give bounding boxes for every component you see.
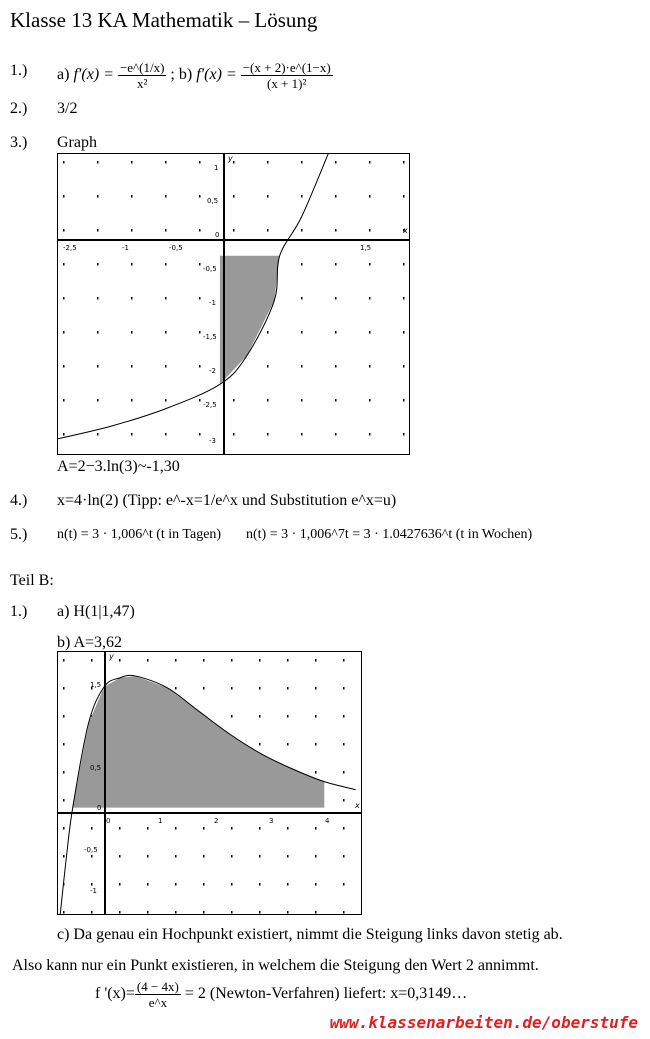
graph-1-grid-dot: [199, 161, 201, 164]
graph-2-ytick: 0: [97, 804, 102, 812]
graph-1-grid-dot: [63, 263, 65, 266]
graph-2-grid-dot: [343, 827, 345, 830]
graph-1-grid-dot: [97, 263, 99, 266]
graph-1-grid-dot: [301, 365, 303, 368]
graph-2-grid-dot: [287, 883, 289, 886]
graph-2-grid-dot: [287, 743, 289, 746]
graph-2-grid-dot: [203, 827, 205, 830]
graph-2-grid-dot: [63, 799, 65, 802]
graph-1-grid-dot: [199, 433, 201, 436]
graph-2-grid-dot: [287, 687, 289, 690]
graph-1-grid-dot: [199, 229, 201, 232]
graph-2-grid-dot: [259, 659, 261, 662]
graph-2-grid-dot: [259, 687, 261, 690]
task-1a-lhs: f′(x) =: [73, 66, 114, 84]
graph-2-grid-dot: [287, 855, 289, 858]
graph-1-grid-dot: [301, 195, 303, 198]
graph-1-y-label: y: [228, 154, 233, 163]
graph-2-grid-dot: [175, 883, 177, 886]
task-4-answer: x=4·ln(2) (Tipp: e^-x=1/e^x und Substitution e^x=u): [57, 492, 397, 509]
graph-2-grid-dot: [147, 659, 149, 662]
graph-2-grid-dot: [343, 715, 345, 718]
graph-1-grid-dot: [301, 399, 303, 402]
graph-2-grid-dot: [231, 687, 233, 690]
graph-1-shaded-area: [220, 256, 280, 385]
graph-2-grid-dot: [91, 659, 93, 662]
graph-2-grid-dot: [203, 659, 205, 662]
graph-2-grid-dot: [343, 911, 345, 914]
graph-1-grid-dot: [335, 433, 337, 436]
task-1b-numerator: −(x + 2)·e^(1−x): [242, 60, 331, 75]
graph-1-grid-dot: [403, 195, 405, 198]
graph-1-grid-dot: [369, 161, 371, 164]
formula-numerator: (4 − 4x): [136, 979, 179, 994]
part-b-answer-c: c) Da genau ein Hochpunkt existiert, nimmt die Steigung links davon stetig ab.: [57, 926, 563, 943]
graph-2-shaded-area: [73, 676, 325, 808]
graph-1-grid-dot: [165, 297, 167, 300]
graph-1-grid-dot: [97, 297, 99, 300]
graph-2-grid-dot: [259, 743, 261, 746]
task-1b-fraction: [241, 60, 333, 91]
graph-2-grid-dot: [231, 827, 233, 830]
graph-1-grid-dot: [131, 365, 133, 368]
task-1b-label: ; b): [170, 66, 193, 84]
task-number-4: 4.): [10, 492, 28, 509]
graph-1-grid-dot: [369, 365, 371, 368]
graph-1-xtick: -2,5: [63, 244, 77, 252]
task-number-5: 5.): [10, 526, 28, 543]
graph-2-grid-dot: [231, 715, 233, 718]
graph-1-grid-dot: [301, 161, 303, 164]
part-b-answer-c-line-2: Also kann nur ein Punkt existieren, in welchem die Steigung den Wert 2 annimmt.: [12, 957, 539, 974]
graph-2-grid-dot: [287, 659, 289, 662]
graph-2-grid-dot: [259, 715, 261, 718]
graph-2-grid-dot: [315, 855, 317, 858]
graph-1-xtick: -0,5: [169, 244, 183, 252]
graph-1-grid-dot: [335, 365, 337, 368]
graph-1-grid-dot: [199, 297, 201, 300]
task-1b-denominator: (x + 1)²: [267, 76, 307, 91]
graph-2-grid-dot: [259, 883, 261, 886]
task-3-area: A=2−3.ln(3)~-1,30: [57, 458, 180, 475]
graph-1-grid-dot: [199, 263, 201, 266]
footer-link[interactable]: [330, 1013, 638, 1032]
graph-1-grid-dot: [131, 229, 133, 232]
task-2-answer: 3/2: [57, 100, 78, 117]
graph-1-grid-dot: [199, 331, 201, 334]
graph-1-grid-dot: [403, 161, 405, 164]
graph-1-xtick: 1,5: [360, 244, 372, 252]
graph-2-grid-dot: [231, 911, 233, 914]
task-5-answer-weeks: n(t) = 3 · 1,006^7t = 3 · 1.0427636^t (t in Wochen): [246, 527, 533, 542]
graph-2-grid-dot: [63, 715, 65, 718]
graph-1-grid-dot: [233, 195, 235, 198]
graph-2-grid-dot: [315, 659, 317, 662]
part-b-heading: Teil B:: [10, 572, 54, 589]
graph-2-grid-dot: [175, 827, 177, 830]
graph-2-grid-dot: [231, 855, 233, 858]
graph-2-grid-dot: [343, 659, 345, 662]
part-b-answer-a: a) H(1|1,47): [57, 603, 135, 620]
graph-2-grid-dot: [343, 883, 345, 886]
task-number-1: 1.): [10, 62, 28, 79]
task-1b-lhs: f′(x) =: [196, 66, 237, 84]
graph-2-grid-dot: [175, 855, 177, 858]
graph-2-grid-dot: [287, 911, 289, 914]
graph-1-grid-dot: [165, 161, 167, 164]
graph-1-grid-dot: [63, 229, 65, 232]
part-b-task-number-1: 1.): [10, 603, 28, 620]
graph-1: [57, 153, 410, 455]
graph-1-grid-dot: [301, 433, 303, 436]
graph-1-grid-dot: [267, 433, 269, 436]
task-5-answer-days: n(t) = 3 · 1,006^t (t in Tagen): [57, 527, 222, 542]
graph-2-grid-dot: [315, 771, 317, 774]
graph-2-grid-dot: [91, 911, 93, 914]
graph-1-ytick: -0,5: [203, 265, 217, 273]
graph-1-grid-dot: [369, 195, 371, 198]
graph-1-ytick: -2: [209, 367, 216, 375]
graph-2-grid-dot: [315, 715, 317, 718]
footer-url[interactable]: www.klassenarbeiten.de/oberstufe: [329, 1013, 638, 1032]
graph-1-ytick: 1: [214, 164, 219, 172]
graph-1-grid-dot: [97, 365, 99, 368]
task-1a-label: a): [57, 66, 70, 84]
graph-1-grid-dot: [233, 161, 235, 164]
graph-2-grid-dot: [147, 827, 149, 830]
graph-2-grid-dot: [315, 827, 317, 830]
graph-1-grid-dot: [369, 331, 371, 334]
graph-2-grid-dot: [119, 855, 121, 858]
graph-1-grid-dot: [233, 399, 235, 402]
graph-1-grid-dot: [301, 331, 303, 334]
graph-2-ytick: 1,5: [90, 681, 102, 689]
graph-2-grid-dot: [343, 743, 345, 746]
graph-1-grid-dot: [369, 399, 371, 402]
graph-2-grid-dot: [315, 911, 317, 914]
graph-2-grid-dot: [203, 883, 205, 886]
graph-1-ytick: -1,5: [203, 333, 217, 341]
formula-fraction: [135, 979, 181, 1010]
graph-1-ytick: 0,5: [207, 197, 219, 205]
graph-2-ytick: -0,5: [84, 846, 98, 854]
graph-2-grid-dot: [231, 659, 233, 662]
graph-1-grid-dot: [63, 365, 65, 368]
graph-1-grid-dot: [335, 195, 337, 198]
graph-1-grid-dot: [335, 399, 337, 402]
graph-1-grid-dot: [369, 229, 371, 232]
graph-1-grid-dot: [131, 297, 133, 300]
graph-2-grid-dot: [63, 855, 65, 858]
graph-2-grid-dot: [91, 855, 93, 858]
graph-1-grid-dot: [165, 399, 167, 402]
graph-1-grid-dot: [63, 399, 65, 402]
graph-1-xtick: -1: [122, 244, 129, 252]
task-number-3: 3.): [10, 134, 28, 151]
graph-2-grid-dot: [287, 715, 289, 718]
graph-2-grid-dot: [63, 827, 65, 830]
graph-1-ytick: -3: [209, 437, 216, 445]
graph-1-grid-dot: [165, 263, 167, 266]
graph-2-grid-dot: [343, 687, 345, 690]
graph-2-grid-dot: [91, 883, 93, 886]
graph-2-grid-dot: [203, 855, 205, 858]
graph-2-x-label: x: [355, 801, 360, 810]
graph-1-grid-dot: [335, 263, 337, 266]
formula-lhs: f '(x)=: [95, 985, 135, 1003]
graph-1-grid-dot: [63, 433, 65, 436]
graph-1-grid-dot: [267, 331, 269, 334]
graph-2-grid-dot: [259, 911, 261, 914]
graph-2-xtick: 3: [269, 817, 274, 825]
formula-rhs: = 2 (Newton-Verfahren) liefert: x=0,3149…: [184, 985, 468, 1003]
graph-2-grid-dot: [315, 687, 317, 690]
formula-denominator: e^x: [148, 995, 168, 1010]
graph-2-y-label: y: [109, 652, 114, 661]
graph-2-grid-dot: [91, 827, 93, 830]
graph-2-grid-dot: [203, 687, 205, 690]
graph-2-xtick: 0: [106, 817, 111, 825]
graph-1-ytick: -1: [209, 299, 216, 307]
graph-2-grid-dot: [343, 799, 345, 802]
graph-2-grid-dot: [119, 883, 121, 886]
graph-1-grid-dot: [335, 297, 337, 300]
graph-2-grid-dot: [175, 687, 177, 690]
task-1a-fraction: [118, 60, 166, 91]
graph-2-grid-dot: [63, 911, 65, 914]
graph-2-grid-dot: [147, 883, 149, 886]
graph-1-grid-dot: [63, 297, 65, 300]
graph-2-grid-dot: [147, 911, 149, 914]
graph-2-grid-dot: [147, 855, 149, 858]
graph-2-grid-dot: [343, 771, 345, 774]
part-b-answer-b: b) A=3,62: [57, 634, 123, 651]
graph-2-grid-dot: [315, 743, 317, 746]
graph-2-grid-dot: [231, 883, 233, 886]
graph-1-grid-dot: [165, 229, 167, 232]
graph-1-grid-dot: [301, 297, 303, 300]
graph-1-ytick: -2,5: [203, 401, 217, 409]
graph-2-xtick: 2: [214, 817, 219, 825]
graph-1-grid-dot: [63, 331, 65, 334]
graph-2-grid-dot: [343, 855, 345, 858]
graph-1-ytick: 0: [215, 231, 220, 239]
graph-1-grid-dot: [97, 161, 99, 164]
graph-1-grid-dot: [165, 365, 167, 368]
graph-1-grid-dot: [131, 263, 133, 266]
graph-1-grid-dot: [165, 331, 167, 334]
graph-1-grid-dot: [267, 365, 269, 368]
graph-1-grid-dot: [131, 399, 133, 402]
graph-1-grid-dot: [301, 263, 303, 266]
graph-1-grid-dot: [301, 229, 303, 232]
graph-2-grid-dot: [119, 659, 121, 662]
graph-1-grid-dot: [267, 229, 269, 232]
graph-1-grid-dot: [335, 229, 337, 232]
graph-2-grid-dot: [63, 771, 65, 774]
graph-1-grid-dot: [403, 263, 405, 266]
graph-1-grid-dot: [97, 433, 99, 436]
graph-1-x-label: x: [403, 226, 408, 235]
task-number-2: 2.): [10, 100, 28, 117]
graph-2-grid-dot: [119, 911, 121, 914]
graph-1-grid-dot: [199, 195, 201, 198]
task-3-label: Graph: [57, 134, 97, 151]
graph-1-grid-dot: [233, 433, 235, 436]
graph-1-grid-dot: [335, 161, 337, 164]
graph-2-grid-dot: [315, 883, 317, 886]
graph-1-grid-dot: [97, 399, 99, 402]
graph-2-grid-dot: [287, 827, 289, 830]
task-1a-denominator: x²: [136, 76, 148, 91]
graph-1-grid-dot: [267, 161, 269, 164]
graph-2-ytick: -1: [90, 887, 97, 895]
task-1-content: [57, 60, 333, 91]
graph-1-grid-dot: [233, 229, 235, 232]
graph-1-grid-dot: [403, 365, 405, 368]
graph-1-grid-dot: [403, 399, 405, 402]
graph-1-grid-dot: [403, 433, 405, 436]
graph-2-grid-dot: [119, 827, 121, 830]
graph-1-grid-dot: [97, 229, 99, 232]
graph-2-ytick: 0,5: [90, 764, 102, 772]
graph-1-grid-dot: [131, 161, 133, 164]
graph-2-grid-dot: [259, 855, 261, 858]
graph-1-grid-dot: [199, 399, 201, 402]
graph-2-grid-dot: [63, 659, 65, 662]
graph-1-grid-dot: [131, 195, 133, 198]
graph-1-grid-dot: [63, 161, 65, 164]
task-1a-numerator: −e^(1/x): [119, 60, 165, 75]
page-title: Klasse 13 KA Mathematik – Lösung: [10, 8, 318, 32]
graph-2-grid-dot: [175, 659, 177, 662]
graph-1-grid-dot: [131, 433, 133, 436]
graph-1-grid-dot: [165, 433, 167, 436]
graph-1-grid-dot: [63, 195, 65, 198]
graph-1-grid-dot: [369, 297, 371, 300]
graph-1-grid-dot: [369, 433, 371, 436]
graph-2-grid-dot: [259, 827, 261, 830]
graph-1-grid-dot: [335, 331, 337, 334]
graph-1-grid-dot: [403, 331, 405, 334]
graph-2: [57, 651, 362, 915]
graph-1-grid-dot: [97, 195, 99, 198]
graph-1-grid-dot: [199, 365, 201, 368]
graph-2-grid-dot: [175, 911, 177, 914]
graph-1-grid-dot: [267, 399, 269, 402]
graph-1-grid-dot: [131, 331, 133, 334]
graph-1-grid-dot: [165, 195, 167, 198]
graph-2-xtick: 1: [158, 817, 163, 825]
graph-2-grid-dot: [203, 911, 205, 914]
graph-2-xtick: 4: [325, 817, 330, 825]
graph-2-grid-dot: [63, 687, 65, 690]
part-b-answer-c-formula: [95, 979, 467, 1010]
graph-1-grid-dot: [97, 331, 99, 334]
graph-1-grid-dot: [369, 263, 371, 266]
graph-1-grid-dot: [267, 195, 269, 198]
graph-1-grid-dot: [403, 297, 405, 300]
graph-2-grid-dot: [63, 743, 65, 746]
